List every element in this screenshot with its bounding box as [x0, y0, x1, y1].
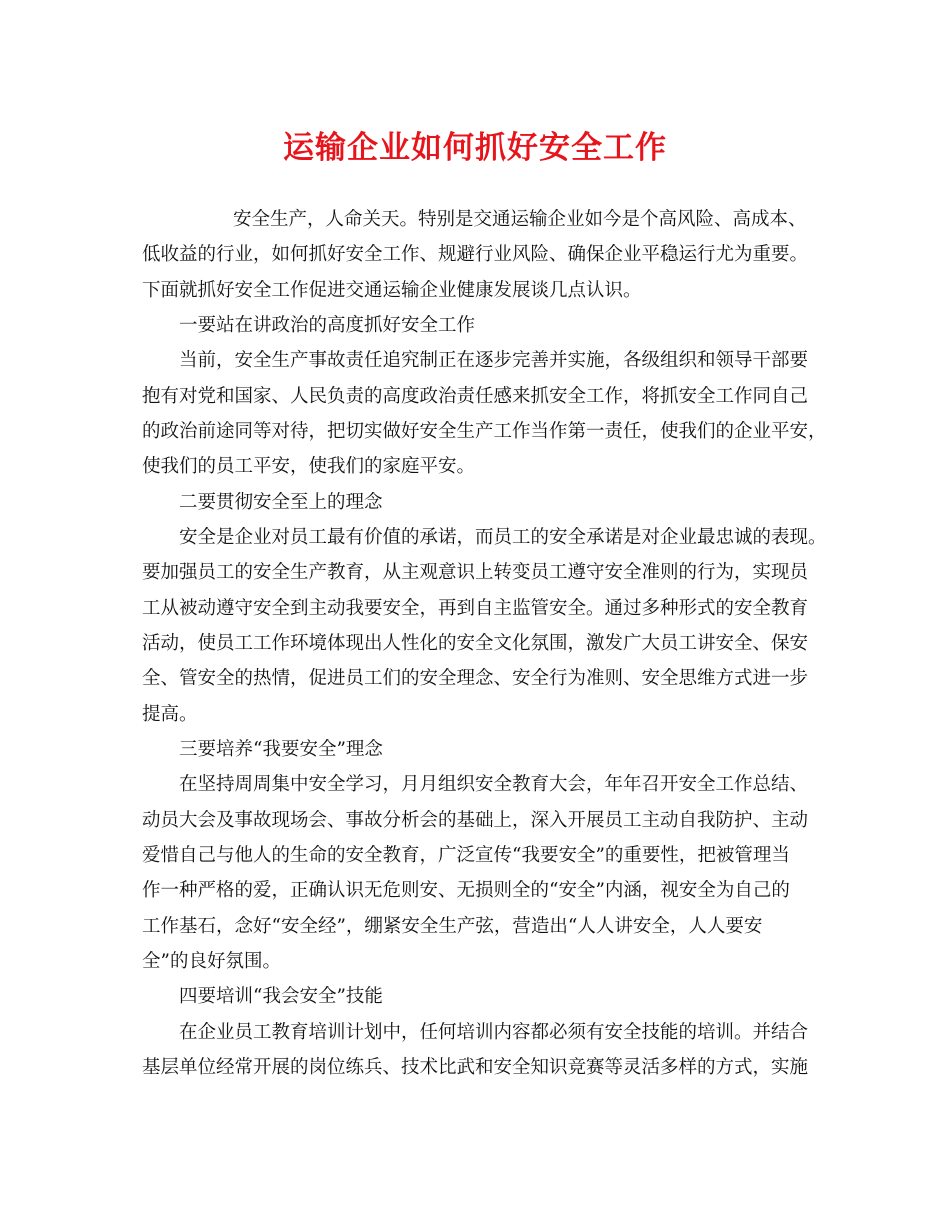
body-line: 的政治前途同等对待，把切实做好安全生产工作当作第一责任，使我们的企业平安， — [142, 421, 827, 442]
body-line: 要加强员工的安全生产教育，从主观意识上转变员工遵守安全准则的行为，实现员 — [142, 562, 809, 583]
body-line: 基层单位经常开展的岗位练兵、技术比武和安全知识竞赛等灵活多样的方式，实施 — [142, 1057, 809, 1078]
section-heading: 一要站在讲政治的高度抓好安全工作 — [179, 315, 476, 336]
section-heading: 三要培养“我要安全”理念 — [179, 739, 383, 760]
body-line: 作一种严格的爱，正确认识无危则安、无损则全的“安全”内涵，视安全为自己的 — [142, 880, 790, 901]
body-line: 活动，使员工工作环境体现出人性化的安全文化氛围，激发广大员工讲安全、保安 — [142, 633, 809, 654]
body-line: 下面就抓好安全工作促进交通运输企业健康发展谈几点认识。 — [142, 280, 642, 301]
body-line: 全、管安全的热情，促进员工们的安全理念、安全行为准则、安全思维方式进一步 — [142, 668, 809, 689]
body-line: 当前，安全生产事故责任追究制正在逐步完善并实施，各级组织和领导干部要 — [179, 350, 809, 371]
body-line: 全”的良好氛围。 — [142, 951, 281, 972]
body-line: 爱惜自己与他人的生命的安全教育，广泛宣传“我要安全”的重要性，把被管理当 — [142, 845, 790, 866]
body-line: 工作基石，念好“安全经”，绷紧安全生产弦，营造出“人人讲安全，人人要安 — [142, 916, 763, 937]
body-line: 低收益的行业，如何抓好安全工作、规避行业风险、确保企业平稳运行尤为重要。 — [142, 244, 809, 265]
body-line: 提高。 — [142, 704, 198, 725]
document-title: 运输企业如何抓好安全工作 — [283, 130, 667, 166]
body-line: 抱有对党和国家、人民负责的高度政治责任感来抓安全工作，将抓安全工作同自己 — [142, 386, 809, 407]
body-line: 在企业员工教育培训计划中，任何培训内容都必须有安全技能的培训。并结合 — [179, 1022, 809, 1043]
body-line: 使我们的员工平安，使我们的家庭平安。 — [142, 456, 476, 477]
body-line: 工从被动遵守安全到主动我要安全，再到自主监管安全。通过多种形式的安全教育 — [142, 598, 809, 619]
section-heading: 二要贯彻安全至上的理念 — [179, 492, 383, 513]
body-line: 动员大会及事故现场会、事故分析会的基础上，深入开展员工主动自我防护、主动 — [142, 810, 809, 831]
body-line: 在坚持周周集中安全学习，月月组织安全教育大会，年年召开安全工作总结、 — [179, 774, 809, 795]
body-line: 安全是企业对员工最有价值的承诺，而员工的安全承诺是对企业最忠诚的表现。 — [179, 527, 827, 548]
body-line: 安全生产，人命关天。特别是交通运输企业如今是个高风险、高成本、 — [233, 209, 807, 230]
section-heading: 四要培训“我会安全”技能 — [179, 986, 383, 1007]
